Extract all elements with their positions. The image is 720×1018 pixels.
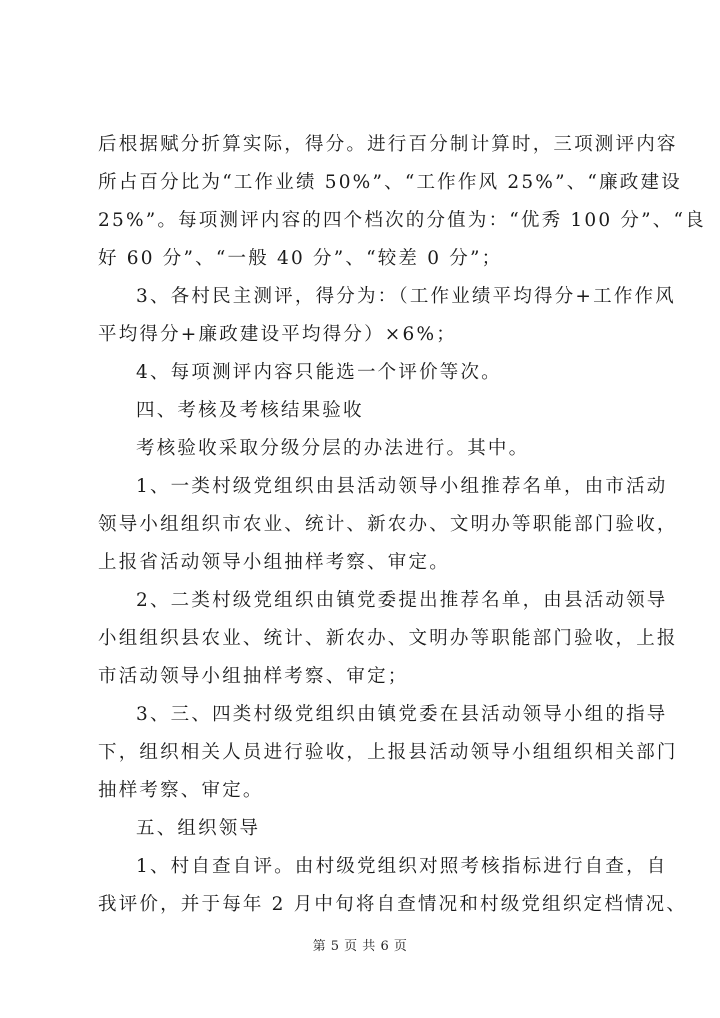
text-line: 1、一类村级党组织由县活动领导小组推荐名单，由市活动 (136, 476, 668, 497)
text-line: 平均得分+廉政建设平均得分）×6%； (98, 324, 457, 345)
text-line: 小组组织县农业、统计、新农办、文明办等职能部门验收，上报 (98, 628, 678, 649)
document-body (98, 126, 706, 924)
text-line: 1、村自查自评。由村级党组织对照考核指标进行自查，自 (136, 856, 668, 877)
text-line: 市活动领导小组抽样考察、审定； (98, 666, 409, 687)
text-line: 考核验收采取分级分层的办法进行。其中。 (136, 438, 530, 459)
text-line: 3、三、四类村级党组织由镇党委在县活动领导小组的指导 (136, 704, 668, 725)
page-number-footer: 第 5 页 共 6 页 (312, 939, 408, 954)
text-line: 抽样考察、审定。 (98, 780, 264, 801)
text-line: 好 60 分”、“一般 40 分”、“较差 0 分”； (98, 248, 503, 269)
text-line: 25%”。每项测评内容的四个档次的分值为：“优秀 100 分”、“良 (98, 210, 706, 231)
text-line: 4、每项测评内容只能选一个评价等次。 (136, 362, 502, 383)
section-heading: 五、组织领导 (136, 818, 261, 839)
text-line: 我评价，并于每年 2 月中旬将自查情况和村级党组织定档情况、 (98, 894, 688, 915)
text-line: 领导小组组织市农业、统计、新农办、文明办等职能部门验收， (98, 514, 678, 535)
text-line: 3、各村民主测评，得分为：（工作业绩平均得分+工作作风 (136, 286, 676, 307)
text-line: 下，组织相关人员进行验收，上报县活动领导小组组织相关部门 (98, 742, 678, 763)
text-line: 所占百分比为“工作业绩 50%”、“工作作风 25%”、“廉政建设 (98, 172, 682, 193)
text-line: 2、二类村级党组织由镇党委提出推荐名单，由县活动领导 (136, 590, 668, 611)
text-line: 上报省活动领导小组抽样考察、审定。 (98, 552, 450, 573)
section-heading: 四、考核及考核结果验收 (136, 400, 364, 421)
text-line: 后根据赋分折算实际，得分。进行百分制计算时，三项测评内容 (98, 134, 678, 155)
